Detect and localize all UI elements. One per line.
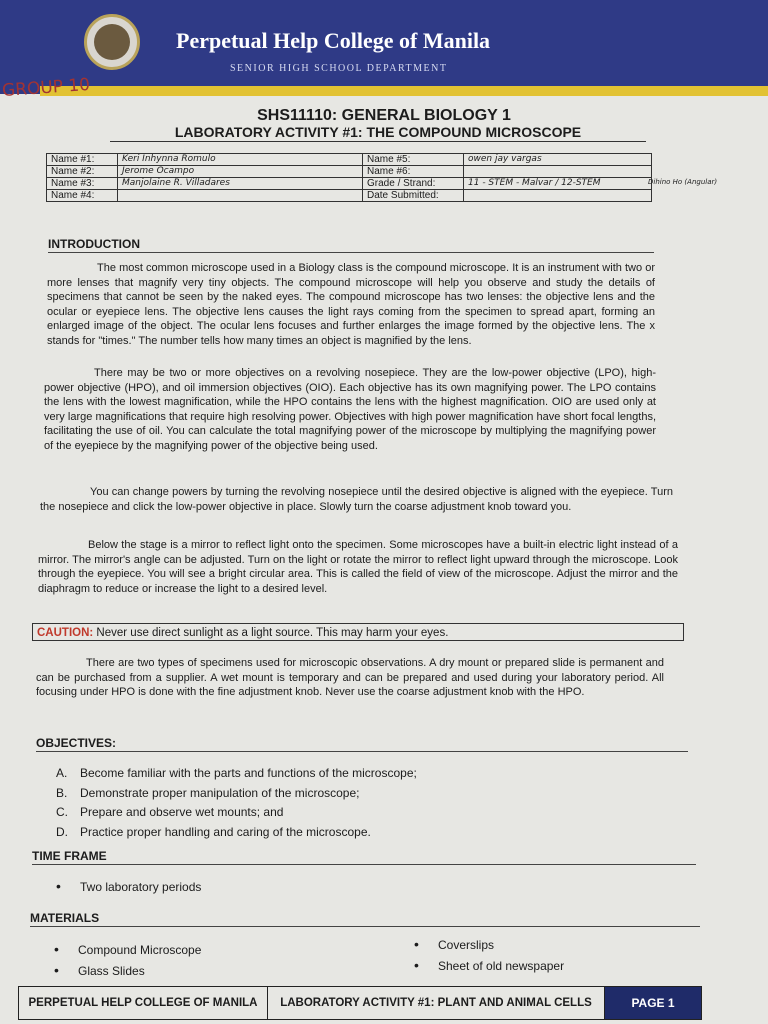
- objectives-list: [56, 764, 417, 842]
- materials-list-left: [54, 939, 201, 981]
- materials-list-right: [414, 934, 564, 976]
- page-number: PAGE 1: [605, 987, 701, 1019]
- name5-label: Name #5:: [363, 154, 464, 166]
- intro-paragraph-2: There may be two or more objectives on a revolving nosepiece. They are the low-power objective (LPO), high-power objective (HPO), and oil immersion objectives (OIO). Each objective has its own magnifying power. The LPO contains the lens with the lowest magnification, while the HPO contains the lens with the highest magnification. OIO are used only at very large magnifications that require high resolving power. Objectives with high power magnification have short focal lengths, facilitating the use of oil. You can calculate the total magnifying power of the microscope by multiplying the magnifying power of the eyepiece by the magnifying power of the objective being used.: [44, 367, 656, 452]
- name3-value: Manjolaine R. Villadares: [118, 178, 363, 190]
- intro-paragraph-3: You can change powers by turning the revolving nosepiece until the desired objective is aligned with the eyepiece. Turn the nosepiece and click the low-power objective in place. Slowly turn the coarse adjustment knob toward you.: [40, 486, 673, 513]
- name3-label: Name #3:: [47, 178, 118, 190]
- college-name: Perpetual Help College of Manila: [176, 28, 491, 53]
- page-footer: [18, 986, 702, 1020]
- table-row: [47, 190, 652, 202]
- name4-label: Name #4:: [47, 190, 118, 202]
- strand-label: Grade / Strand:: [363, 178, 464, 190]
- intro-paragraph-1: The most common microscope used in a Biology class is the compound microscope. It is an instrument with two or more lenses that magnify very tiny objects. The compound microscope will help you observe and study the details of specimens that cannot be seen by the naked eyes. The compound microscope has two lenses: the objective lens and the ocular or eyepiece lens. The objective lens causes the light rays coming from the specimen to spread apart, forming an enlarged image of the object. The ocular lens focuses and further enlarges the image formed by the objective lens. The x stands for "times." The number tells how many times an object is magnified by the lens.: [47, 262, 655, 347]
- name2-label: Name #2:: [47, 166, 118, 178]
- list-item: A. Become familiar with the parts and functions of the microscope;: [56, 766, 417, 780]
- name1-label: Name #1:: [47, 154, 118, 166]
- strand-value: 11 - STEM - Malvar / 12-STEM: [464, 178, 652, 190]
- name6-label: Name #6:: [363, 166, 464, 178]
- name5-value: owen jay vargas: [464, 154, 652, 166]
- list-item: C. Prepare and observe wet mounts; and: [56, 805, 284, 819]
- table-row: [47, 154, 652, 166]
- course-title: SHS11110: GENERAL BIOLOGY 1: [257, 107, 511, 124]
- name1-value: Keri Inhynna Romulo: [118, 154, 363, 166]
- footer-school: PERPETUAL HELP COLLEGE OF MANILA: [19, 987, 268, 1019]
- footer-activity: LABORATORY ACTIVITY #1: PLANT AND ANIMAL CELLS: [268, 987, 605, 1019]
- caution-box: [32, 623, 684, 641]
- materials-heading: MATERIALS: [30, 911, 700, 927]
- activity-title: LABORATORY ACTIVITY #1: THE COMPOUND MICROSCOPE: [110, 124, 646, 142]
- list-item: • Glass Slides: [54, 960, 201, 981]
- caution-text: Never use direct sunlight as a light source. This may harm your eyes.: [96, 627, 449, 639]
- name4-value: [118, 190, 363, 202]
- list-item: • Coverslips: [414, 934, 564, 955]
- names-table: [46, 153, 652, 202]
- time-frame-list: [56, 876, 201, 897]
- intro-paragraph-4: Below the stage is a mirror to reflect light onto the specimen. Some microscopes have a built-in electric light instead of a mirror. The mirror's angle can be adjusted. Turn on the light or rotate the mirror to reflect light upward through the microscope. Look through the eyepiece. You will see a bright circular area. This is called the field of view of the microscope. Adjust the mirror and the diaphragm to reduce or increase the light to a desired level.: [38, 539, 678, 595]
- date-value: [464, 190, 652, 202]
- caution-label: CAUTION:: [37, 627, 94, 639]
- department-name: SENIOR HIGH SCHOOL DEPARTMENT: [230, 63, 448, 74]
- table-row: [47, 178, 652, 190]
- college-logo-icon: [84, 14, 140, 70]
- name6-value: [464, 166, 652, 178]
- objectives-heading: OBJECTIVES:: [36, 736, 688, 752]
- header-stripe: [40, 86, 768, 96]
- list-item: B. Demonstrate proper manipulation of the microscope;: [56, 785, 360, 800]
- introduction-heading: INTRODUCTION: [48, 237, 654, 253]
- list-item: D. Practice proper handling and caring of the microscope.: [56, 824, 371, 839]
- list-item: • Compound Microscope: [54, 939, 201, 960]
- date-label: Date Submitted:: [363, 190, 464, 202]
- name2-value: Jerome Ocampo: [118, 166, 363, 178]
- list-item: • Sheet of old newspaper: [414, 955, 564, 976]
- table-row: [47, 166, 652, 178]
- strand-note: Dihino Ho (Angular): [648, 178, 718, 186]
- list-item: • Two laboratory periods: [56, 876, 201, 897]
- group-tag: GROUP 10: [1, 74, 91, 102]
- time-frame-heading: TIME FRAME: [32, 849, 696, 865]
- intro-paragraph-5: There are two types of specimens used for microscopic observations. A dry mount or prepared slide is permanent and can be purchased from a supplier. A wet mount is temporary and can be prepared and used during your laboratory period. All focusing under HPO is done with the fine adjustment knob. Never use the coarse adjustment knob with the HPO.: [36, 657, 664, 699]
